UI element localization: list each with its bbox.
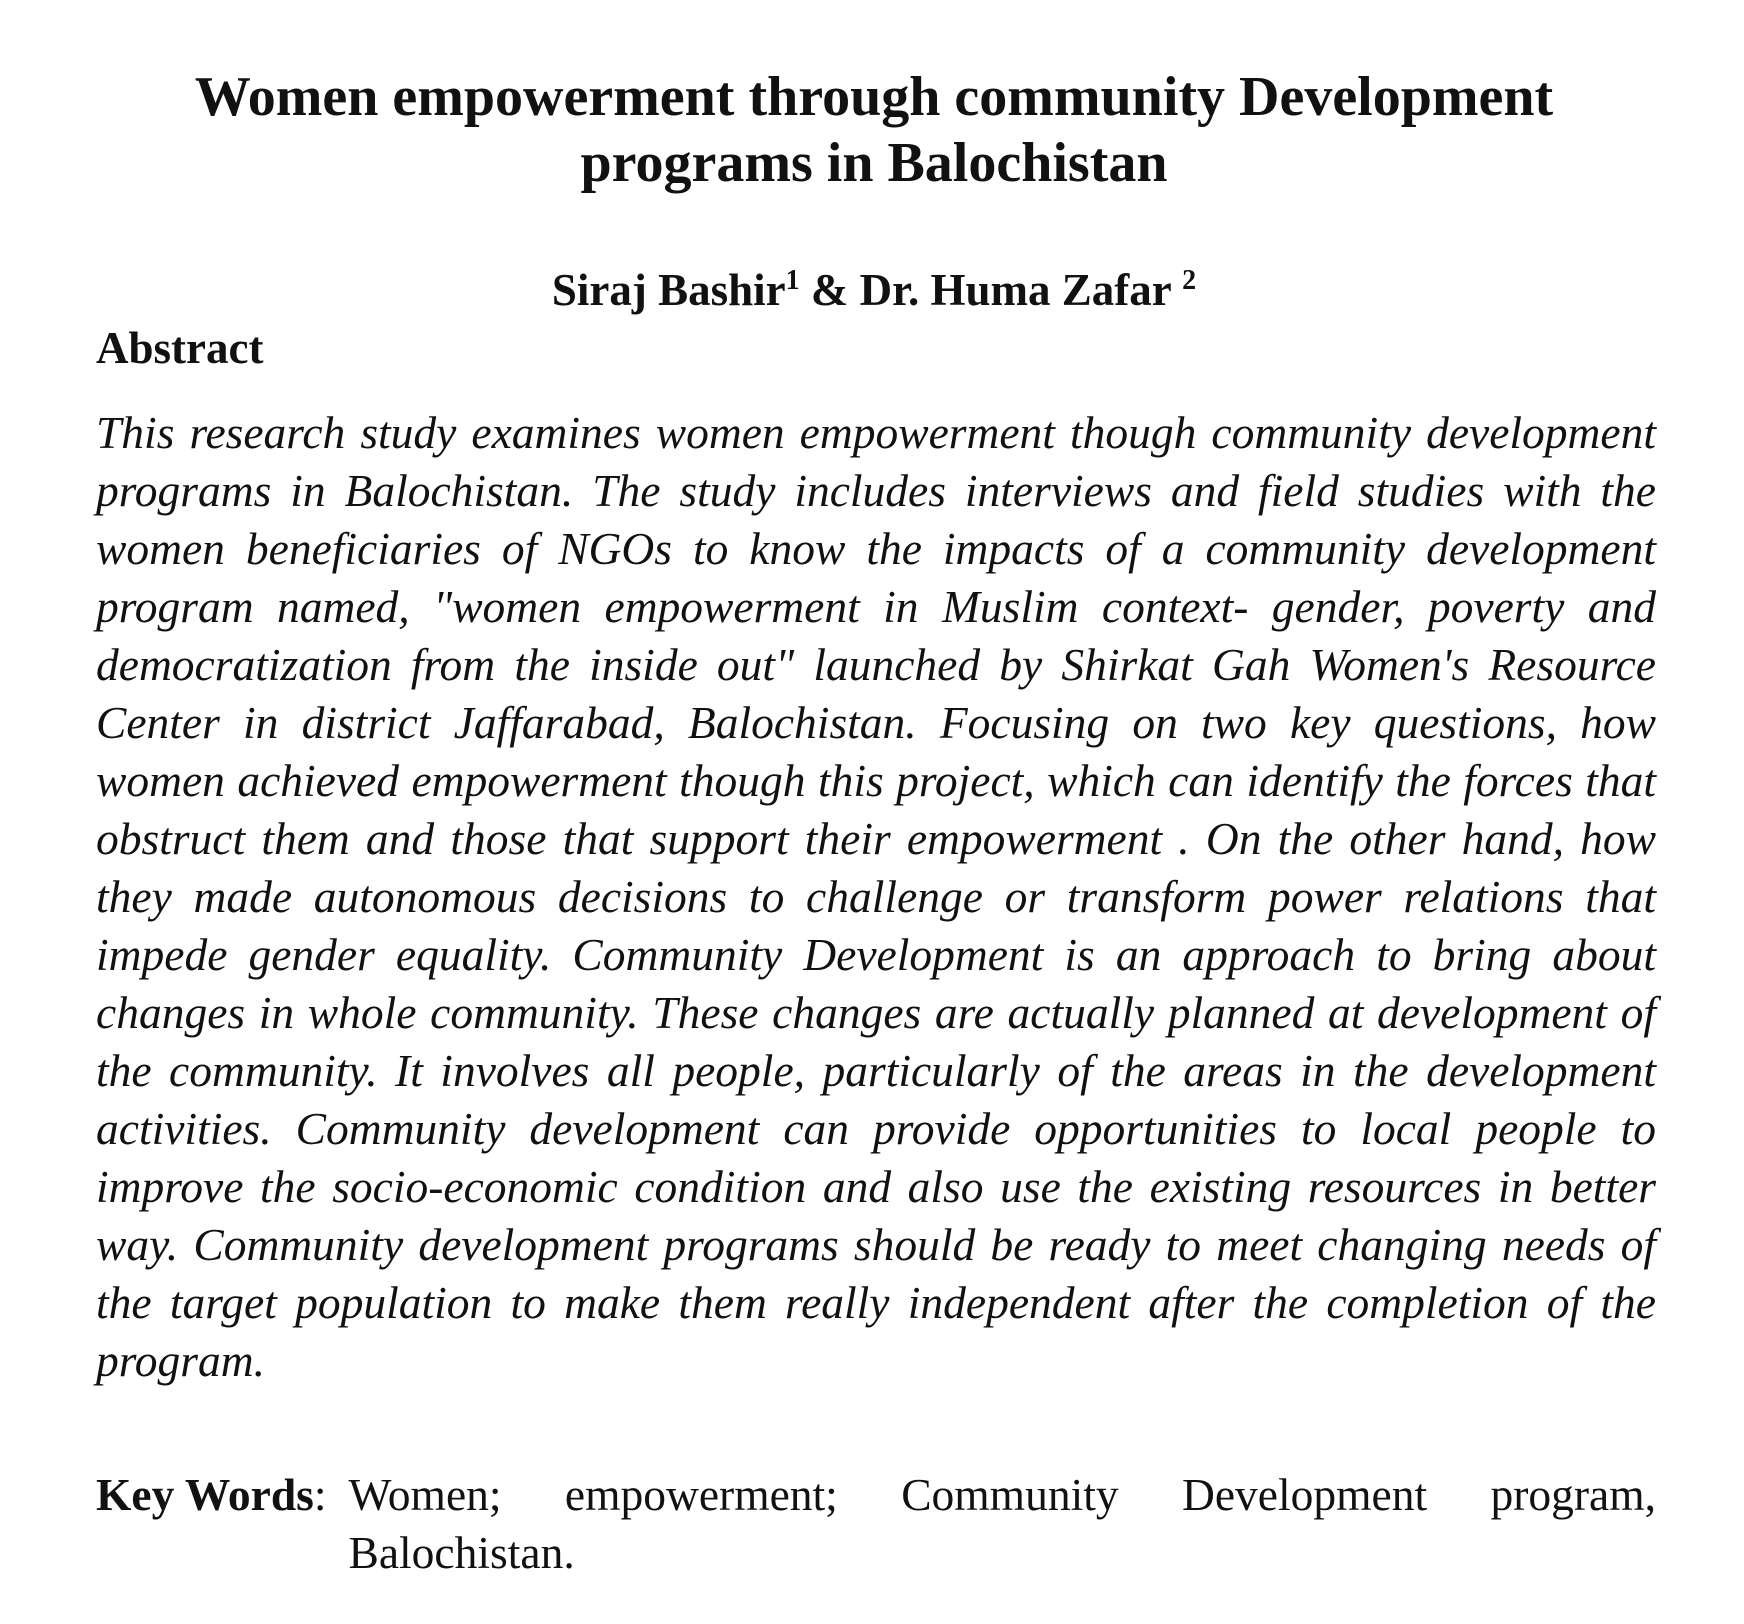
abstract-heading: Abstract (96, 323, 264, 373)
author-2-name: Dr. Huma Zafar (859, 265, 1183, 315)
paper-title: Women empowerment through community Development programs in Balochistan (194, 66, 1554, 194)
keywords-text: Women; empowerment; Community Development program, Balochistan. (348, 1469, 1656, 1578)
keywords-head (96, 1466, 327, 1524)
author-line (96, 262, 1652, 318)
abstract-body: This research study examines women empowerment though community development programs in Balochistan. The study includes interviews and field studies with the women beneficiaries of NGOs to know the impacts of a community development program named, "women empowerment in Muslim context- gender, poverty and democratization from the inside out" launched by Shirkat Gah Women's Resource Center in district Jaffarabad, Balochistan. Focusing on two key questions, how women achieved empowerment though this project, which can identify the forces that obstruct them and those that support their empowerment . On the other hand, how they made autonomous decisions to challenge or transform power relations that impede gender equality. Community Development is an approach to bring about changes in whole community. These changes are actually planned at development of the community. It involves all people, particularly of the areas in the development activities. Community development can provide opportunities to local people to improve the socio-economic condition and also use the existing resources in better way. Community development programs should be ready to meet changing needs of the target population to make them really independent after the completion of the program. (96, 407, 1656, 1386)
author-1-affiliation-mark: 1 (785, 265, 800, 296)
author-separator: & (799, 265, 860, 315)
keywords-colon: : (313, 1469, 327, 1520)
keywords-label: Key Words (96, 1469, 314, 1520)
keywords-section (96, 1466, 1656, 1582)
author-2-affiliation-mark: 2 (1182, 265, 1197, 296)
author-1-name: Siraj Bashir (551, 265, 786, 315)
